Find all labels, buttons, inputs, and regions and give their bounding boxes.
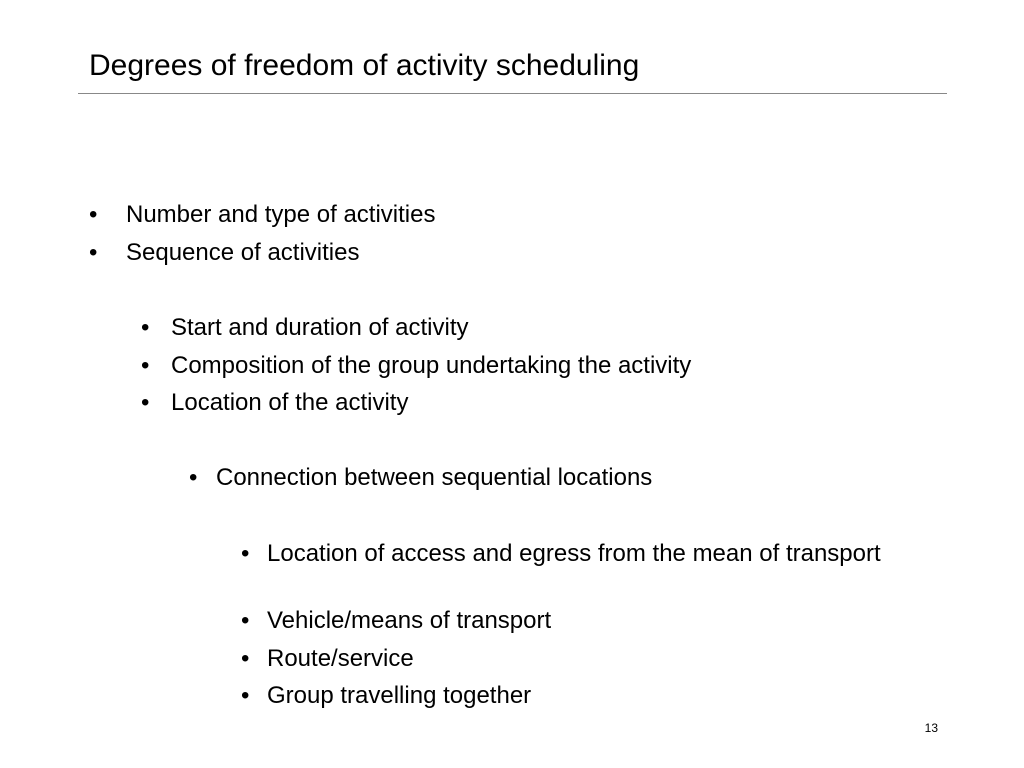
bullet-icon: •: [141, 389, 150, 416]
title-divider: [78, 93, 947, 94]
bullet-icon: •: [141, 352, 150, 379]
bullet-item-10: [241, 681, 531, 710]
slide-title: Degrees of freedom of activity scheduling: [89, 49, 640, 82]
bullet-text: Number and type of activities: [126, 201, 436, 228]
bullet-item-6: [189, 463, 652, 492]
bullet-icon: •: [241, 645, 250, 672]
bullet-text: Connection between sequential locations: [216, 464, 653, 491]
bullet-icon: •: [189, 464, 198, 491]
bullet-text: Group travelling together: [267, 682, 532, 709]
bullet-text: Vehicle/means of transport: [267, 607, 552, 634]
bullet-icon: •: [141, 314, 150, 341]
bullet-item-9: [241, 644, 414, 673]
bullet-item-3: [141, 313, 469, 342]
bullet-text: Composition of the group undertaking the activity: [171, 352, 692, 379]
bullet-icon: •: [89, 239, 98, 266]
bullet-icon: •: [89, 201, 98, 228]
bullet-text: Route/service: [267, 645, 414, 672]
bullet-item-1: [89, 200, 435, 229]
bullet-text: Location of the activity: [171, 389, 409, 416]
bullet-text: Location of access and egress from the mean of transport: [267, 540, 881, 567]
bullet-icon: •: [241, 607, 250, 634]
bullet-item-2: [89, 238, 359, 267]
bullet-item-8: [241, 606, 551, 635]
bullet-text: Start and duration of activity: [171, 314, 469, 341]
page-number: 13: [924, 721, 938, 735]
bullet-item-4: [141, 351, 691, 380]
bullet-item-7: [241, 539, 881, 568]
bullet-icon: •: [241, 682, 250, 709]
bullet-icon: •: [241, 540, 250, 567]
bullet-text: Sequence of activities: [126, 239, 360, 266]
bullet-item-5: [141, 388, 408, 417]
